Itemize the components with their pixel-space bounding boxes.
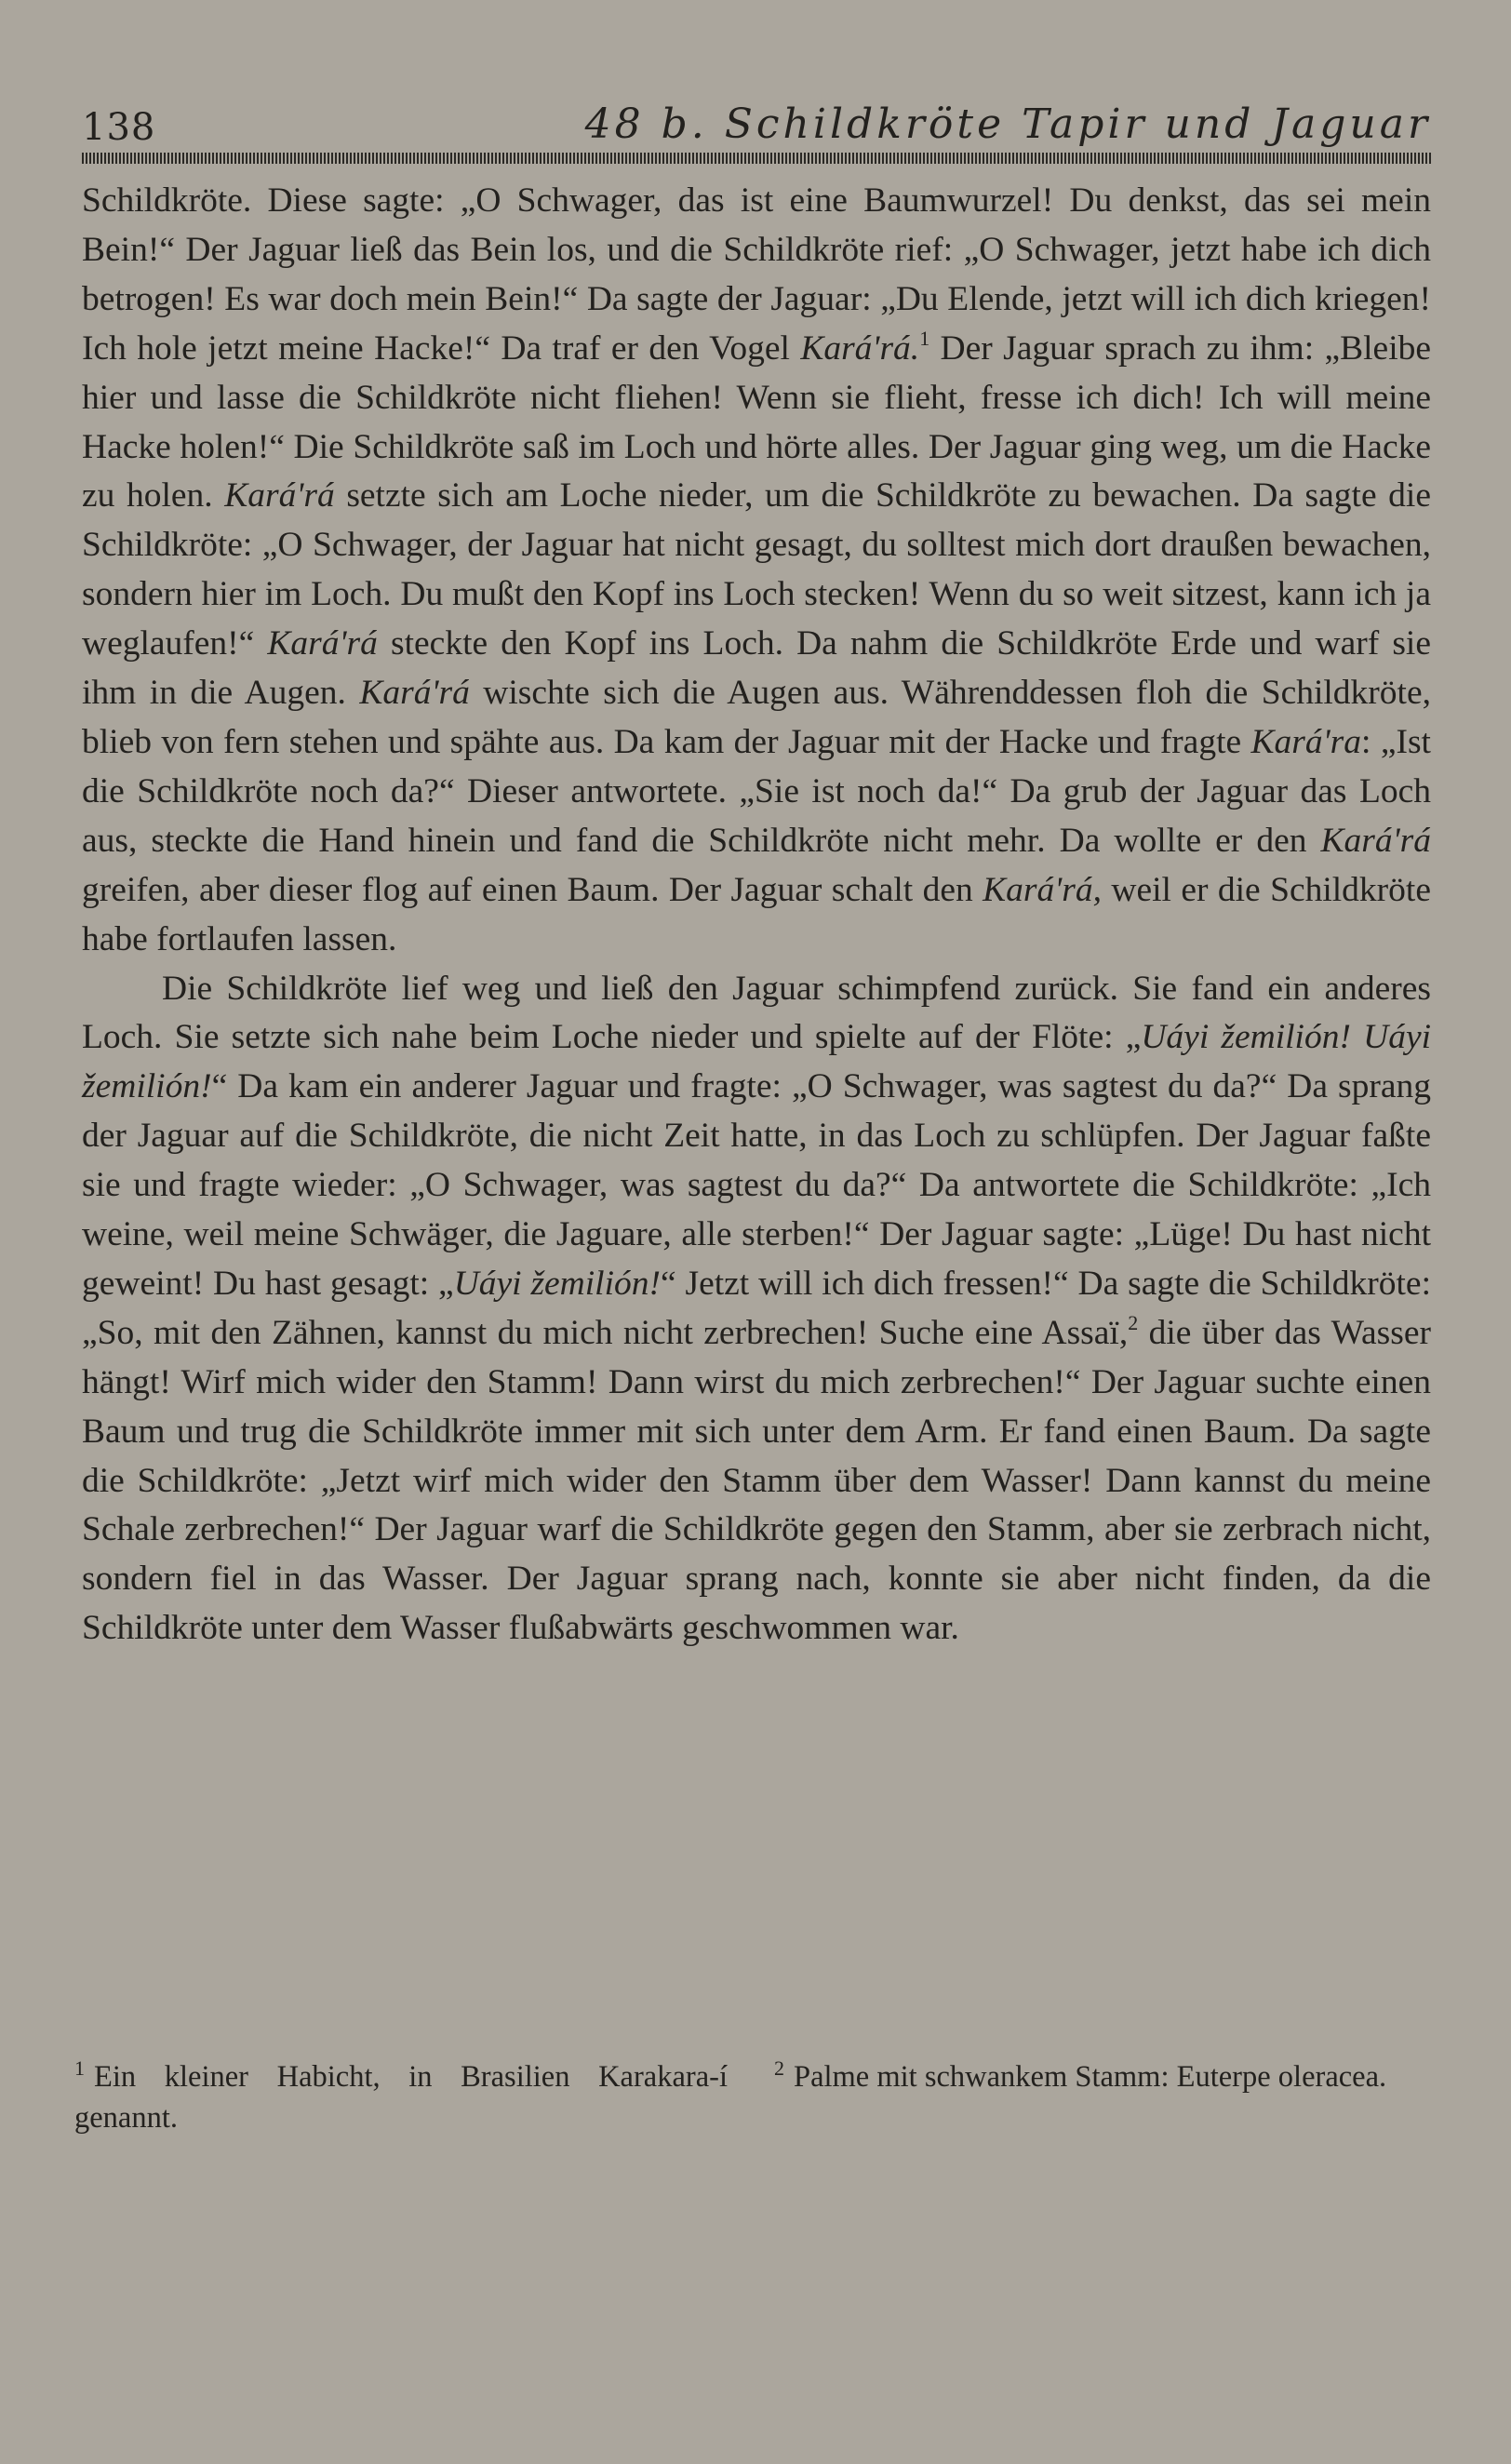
text-run: weil er die Schildkröte habe fortlaufen lassen.: [82, 870, 1431, 958]
name-karara: Kará'rá,: [983, 870, 1102, 909]
name-karara: Kará'rá: [224, 476, 335, 516]
text-run: Schildkröte. Diese sagte: „O Schwager, das ist eine Baumwurzel! Du denkst, das sei mein Bein!“ Der Jaguar ließ das Bein los, und die Schildkröte rief: „O Schwager, jetzt habe ich dich betrogen! Es war doch mein Bein!“ Da sagte der Jaguar: „Du Elende, jetzt will ich dich kriegen! Ich hole jetzt meine Hacke!“ Da traf er den Vogel: [82, 181, 1431, 368]
text-run: greifen, aber dieser flog auf einen Baum. Der Jaguar schalt den: [82, 870, 983, 909]
footnote-text: Palme mit schwankem Stamm: Euterpe oleracea.: [794, 2060, 1387, 2094]
name-karara: Kará'rá: [359, 674, 470, 713]
song-phrase: Uáyi žemilión!: [453, 1264, 662, 1303]
main-text: [82, 177, 1431, 1654]
footnote-2: [774, 2056, 1431, 2097]
text-run: steckte den Kopf ins Loch. Da nahm die Schildkröte Erde und warf sie ihm in die Augen.: [82, 624, 1431, 713]
name-karara: Kará'rá: [267, 624, 378, 663]
text-run: “ Jetzt will ich dich fressen!“ Da sagte die Schildkröte: „So, mit den Zähnen, kannst du mich nicht zerbrechen! Suche eine Assaï,: [82, 1264, 1431, 1352]
header-rule: [82, 153, 1431, 164]
paragraph-2: [82, 965, 1431, 1654]
page-header: [82, 100, 1431, 153]
name-karara: Kará'rá: [1320, 821, 1431, 860]
footnote-ref-1: 1: [919, 326, 930, 350]
song-phrase: Uáyi žemilión! Uáyi žemilión!: [82, 1018, 1432, 1106]
text-run: wischte sich die Augen aus. Währenddessen floh die Schildkröte, blieb von fern stehen und spähte aus. Da kam der Jaguar mit der Hacke und fragte: [82, 674, 1431, 761]
name-karara: Kará'rá.: [800, 328, 920, 368]
text-run: : „Ist die Schildkröte noch da?“ Dieser antwortete. „Sie ist noch da!“ Da grub der Jaguar das Loch aus, steckte die Hand hinein und fand die Schildkröte nicht mehr. Da wollte er den: [82, 722, 1431, 860]
footnote-text: Ein kleiner Habicht, in Brasilien Karakara-í genannt.: [74, 2060, 728, 2135]
paragraph-1: [82, 177, 1431, 965]
footnote-mark: 2: [774, 2056, 784, 2080]
text-run: “ Da kam ein anderer Jaguar und fragte: „O Schwager, was sagtest du da?“ Da sprang der Jaguar auf die Schildkröte, die nicht Zeit hatte, in das Loch zu schlüpfen. Der Jaguar faßte sie und fragte wieder: „O Schwager, was sagtest du da?“ Da antwortete die Schildkröte: „Ich weine, weil meine Schwäger, die Jaguare, alle sterben!“ Der Jaguar sagte: „Lüge! Du hast nicht geweint! Du hast gesagt: „: [82, 1067, 1431, 1303]
text-run: Die Schildkröte lief weg und ließ den Jaguar schimpfend zurück. Sie fand ein anderes Loch. Sie setzte sich nahe beim Loche nieder und spielte auf der Flöte: „: [82, 969, 1431, 1057]
footnote-1: [74, 2056, 728, 2138]
footnote-mark: 1: [74, 2056, 85, 2080]
running-title: 48 b. Schildkröte Tapir und Jaguar: [584, 100, 1431, 148]
text-run: setzte sich am Loche nieder, um die Schildkröte zu bewachen. Da sagte die Schildkröte: „O Schwager, der Jaguar hat nicht gesagt, du solltest mich dort draußen bewachen, sondern hier im Loch. Du mußt den Kopf ins Loch stecken! Wenn du so weit sitzest, kann ich ja weglaufen!“: [82, 476, 1431, 663]
page-number: 138: [82, 106, 156, 149]
text-run: Der Jaguar sprach zu ihm: „Bleibe hier und lasse die Schildkröte nicht fliehen! Wenn sie flieht, fresse ich dich! Ich will meine Hacke holen!“ Die Schildkröte saß im Loch und hörte alles. Der Jaguar ging weg, um die Hacke zu holen.: [82, 328, 1432, 516]
name-karara: Kará'ra: [1250, 722, 1362, 761]
footnote-ref-2: 2: [1128, 1310, 1139, 1334]
text-run: die über das Wasser hängt! Wirf mich wider den Stamm! Dann wirst du mich zerbrechen!“ Der Jaguar suchte einen Baum und trug die Schildkröte immer mit sich unter dem Arm. Er fand einen Baum. Da sagte die Schildkröte: „Jetzt wirf mich wider den Stamm über dem Wasser! Dann kannst du meine Schale zerbrechen!“ Der Jaguar warf die Schildkröte gegen den Stamm, aber sie zerbrach nicht, sondern fiel in das Wasser. Der Jaguar sprang nach, konnte sie aber nicht finden, da die Schildkröte unter dem Wasser flußabwärts geschwommen war.: [82, 1313, 1431, 1648]
